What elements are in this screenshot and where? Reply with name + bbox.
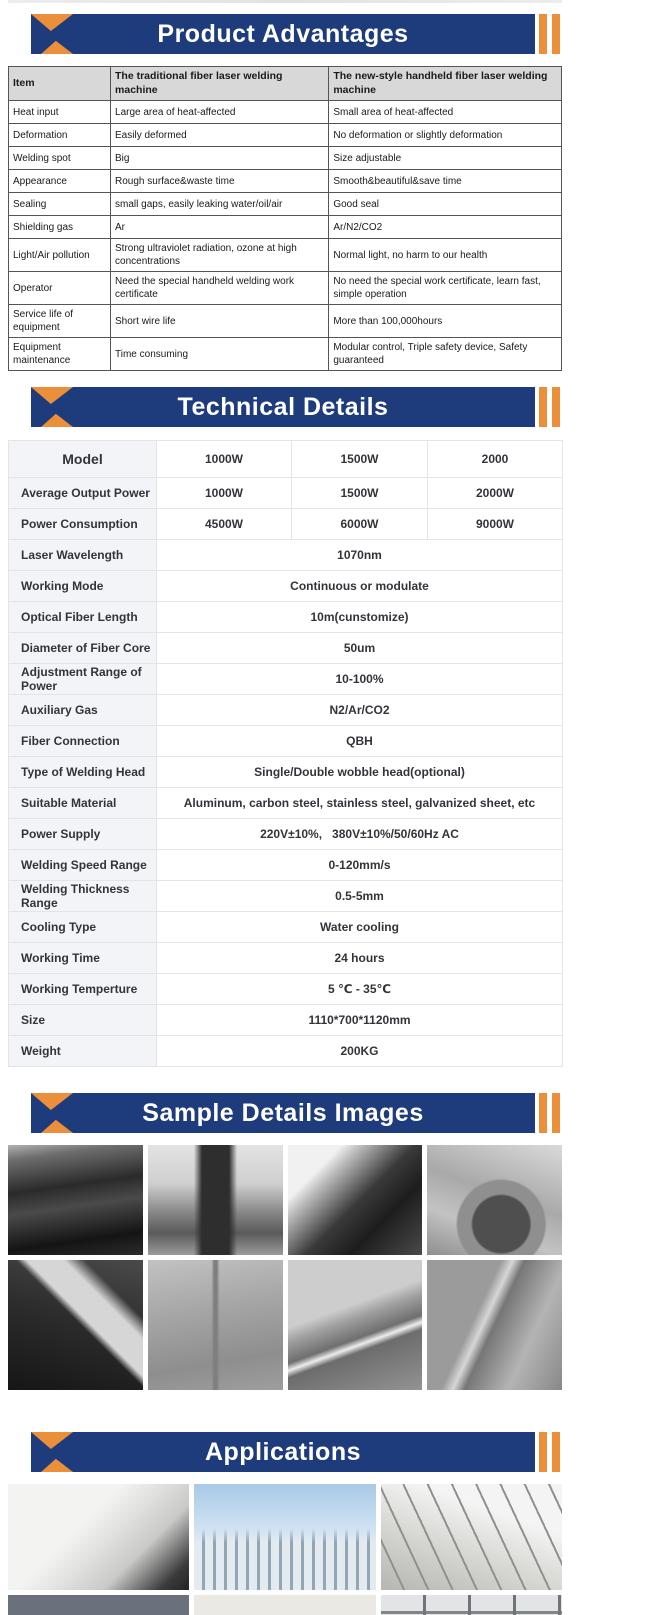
item-cell: Operator	[9, 272, 111, 305]
spec-label-cell: Working Temperture	[9, 974, 157, 1005]
item-cell: Light/Air pollution	[9, 239, 111, 272]
advantage-row	[9, 338, 562, 371]
application-image-1	[8, 1484, 189, 1590]
spec-value-cell: 220V±10%, 380V±10%/50/60Hz AC	[157, 819, 563, 850]
banner-bar	[31, 1432, 535, 1472]
spec-label-cell: Fiber Connection	[9, 726, 157, 757]
header-traditional: The traditional fiber laser welding machine	[111, 67, 329, 101]
banner-arrow-icon	[31, 387, 73, 427]
advantage-row	[9, 124, 562, 147]
traditional-cell: small gaps, easily leaking water/oil/air	[111, 193, 329, 216]
spec-model-col: 2000	[428, 441, 563, 478]
banner-bar	[31, 1093, 535, 1133]
traditional-cell: Rough surface&waste time	[111, 170, 329, 193]
spec-label-cell: Power Supply	[9, 819, 157, 850]
spec-row	[9, 602, 563, 633]
traditional-cell: Need the special handheld welding work certificate	[111, 272, 329, 305]
advantage-row	[9, 101, 562, 124]
section-banner-technical-details	[31, 387, 560, 427]
sample-image-3	[288, 1145, 423, 1255]
spec-row	[9, 943, 563, 974]
traditional-cell: Big	[111, 147, 329, 170]
spec-value-cell: Aluminum, carbon steel, stainless steel, galvanized sheet, etc	[157, 788, 563, 819]
spec-value-cell: QBH	[157, 726, 563, 757]
spec-value-cell: 10-100%	[157, 664, 563, 695]
spec-row	[9, 540, 563, 571]
traditional-cell: Short wire life	[111, 305, 329, 338]
spec-value-cell: 200KG	[157, 1036, 563, 1067]
spec-label-cell: Cooling Type	[9, 912, 157, 943]
header-item: Item	[9, 67, 111, 101]
section-banner-sample-details	[31, 1093, 560, 1133]
new-style-cell: Size adjustable	[329, 147, 562, 170]
new-style-cell: Normal light, no harm to our health	[329, 239, 562, 272]
banner-bar	[31, 387, 535, 427]
item-cell: Deformation	[9, 124, 111, 147]
spec-model-col: 1500W	[292, 441, 428, 478]
item-cell: Welding spot	[9, 147, 111, 170]
spec-value-cell: 0.5-5mm	[157, 881, 563, 912]
traditional-cell: Easily deformed	[111, 124, 329, 147]
advantage-row	[9, 272, 562, 305]
new-style-cell: Ar/N2/CO2	[329, 216, 562, 239]
spec-row	[9, 1005, 563, 1036]
section-title: Sample Details Images	[142, 1098, 424, 1127]
spec-row	[9, 819, 563, 850]
spec-row	[9, 912, 563, 943]
spec-label-cell: Weight	[9, 1036, 157, 1067]
spec-value-cell: 9000W	[428, 509, 563, 540]
sample-image-1	[8, 1145, 143, 1255]
application-images-row-2	[8, 1595, 562, 1615]
new-style-cell: More than 100,000hours	[329, 305, 562, 338]
spec-value-cell: 1000W	[157, 478, 292, 509]
spec-label-cell: Type of Welding Head	[9, 757, 157, 788]
advantages-header-row	[9, 67, 562, 101]
sample-image-8	[427, 1260, 562, 1390]
spec-value-cell: Continuous or modulate	[157, 571, 563, 602]
spec-row	[9, 1036, 563, 1067]
spec-label-cell: Welding Thickness Range	[9, 881, 157, 912]
traditional-cell: Ar	[111, 216, 329, 239]
banner-arrow-icon	[31, 1093, 73, 1133]
advantage-row	[9, 193, 562, 216]
new-style-cell: Modular control, Triple safety device, Safety guaranteed	[329, 338, 562, 371]
application-images-row-1	[8, 1484, 562, 1590]
spec-row	[9, 695, 563, 726]
technical-spec-table	[8, 440, 563, 1067]
sample-image-7	[288, 1260, 423, 1390]
sample-image-6	[148, 1260, 283, 1390]
spec-value-cell: 1070nm	[157, 540, 563, 571]
spec-label-cell: Average Output Power	[9, 478, 157, 509]
spec-value-cell: 6000W	[292, 509, 428, 540]
application-image-6	[381, 1595, 562, 1615]
advantage-row	[9, 305, 562, 338]
sample-image-4	[427, 1145, 562, 1255]
item-cell: Sealing	[9, 193, 111, 216]
section-title: Technical Details	[177, 392, 389, 421]
spec-label-cell: Suitable Material	[9, 788, 157, 819]
spec-value-cell: 50um	[157, 633, 563, 664]
new-style-cell: No deformation or slightly deformation	[329, 124, 562, 147]
spec-value-cell: 1110*700*1120mm	[157, 1005, 563, 1036]
item-cell: Service life of equipment	[9, 305, 111, 338]
spec-row	[9, 478, 563, 509]
top-divider	[8, 0, 562, 3]
new-style-cell: Smooth&beautiful&save time	[329, 170, 562, 193]
spec-label-cell: Laser Wavelength	[9, 540, 157, 571]
spec-value-cell: Single/Double wobble head(optional)	[157, 757, 563, 788]
advantage-row	[9, 147, 562, 170]
sample-images-row-2	[8, 1260, 562, 1390]
advantage-row	[9, 216, 562, 239]
banner-arrow-icon	[31, 14, 73, 54]
spec-label-cell: Power Consumption	[9, 509, 157, 540]
spec-label-cell: Adjustment Range of Power	[9, 664, 157, 695]
traditional-cell: Large area of heat-affected	[111, 101, 329, 124]
banner-stripe-icon	[539, 14, 560, 54]
spec-value-cell: 0-120mm/s	[157, 850, 563, 881]
spec-value-cell: Water cooling	[157, 912, 563, 943]
spec-label-cell: Optical Fiber Length	[9, 602, 157, 633]
spec-row	[9, 788, 563, 819]
section-title: Product Advantages	[157, 19, 409, 48]
application-image-5	[194, 1595, 375, 1615]
spec-model-col: 1000W	[157, 441, 292, 478]
item-cell: Appearance	[9, 170, 111, 193]
spec-label-cell: Working Mode	[9, 571, 157, 602]
banner-arrow-icon	[31, 1432, 73, 1472]
spec-row	[9, 664, 563, 695]
traditional-cell: Strong ultraviolet radiation, ozone at high concentrations	[111, 239, 329, 272]
spec-label-cell: Working Time	[9, 943, 157, 974]
banner-stripe-icon	[539, 1432, 560, 1472]
spec-row	[9, 974, 563, 1005]
spec-value-cell: N2/Ar/CO2	[157, 695, 563, 726]
spec-row	[9, 633, 563, 664]
spec-row	[9, 850, 563, 881]
banner-bar	[31, 14, 535, 54]
spec-row	[9, 726, 563, 757]
spec-value-cell: 4500W	[157, 509, 292, 540]
advantage-row	[9, 239, 562, 272]
application-image-4	[8, 1595, 189, 1615]
spec-label-cell: Welding Speed Range	[9, 850, 157, 881]
sample-images-row-1	[8, 1145, 562, 1255]
spec-value-cell: 2000W	[428, 478, 563, 509]
sample-image-5	[8, 1260, 143, 1390]
spec-value-cell: 1500W	[292, 478, 428, 509]
spec-value-cell: 10m(cunstomize)	[157, 602, 563, 633]
spec-row	[9, 509, 563, 540]
section-title: Applications	[204, 1437, 361, 1466]
spec-row	[9, 571, 563, 602]
item-cell: Shielding gas	[9, 216, 111, 239]
spec-value-cell: 5 ℃ - 35℃	[157, 974, 563, 1005]
advantages-table	[8, 66, 562, 371]
header-new-style: The new-style handheld fiber laser welding machine	[329, 67, 562, 101]
application-image-3	[381, 1484, 562, 1590]
spec-label-cell: Diameter of Fiber Core	[9, 633, 157, 664]
spec-label-cell: Size	[9, 1005, 157, 1036]
banner-stripe-icon	[539, 1093, 560, 1133]
new-style-cell: No need the special work certificate, learn fast, simple operation	[329, 272, 562, 305]
section-banner-applications	[31, 1432, 560, 1472]
spec-model-label: Model	[9, 441, 157, 478]
spec-header-row	[9, 441, 563, 478]
new-style-cell: Small area of heat-affected	[329, 101, 562, 124]
item-cell: Heat input	[9, 101, 111, 124]
section-banner-product-advantages	[31, 14, 560, 54]
traditional-cell: Time consuming	[111, 338, 329, 371]
spec-label-cell: Auxiliary Gas	[9, 695, 157, 726]
new-style-cell: Good seal	[329, 193, 562, 216]
spec-row	[9, 757, 563, 788]
sample-image-2	[148, 1145, 283, 1255]
spec-row	[9, 881, 563, 912]
advantage-row	[9, 170, 562, 193]
application-image-2	[194, 1484, 375, 1590]
banner-stripe-icon	[539, 387, 560, 427]
spec-value-cell: 24 hours	[157, 943, 563, 974]
item-cell: Equipment maintenance	[9, 338, 111, 371]
